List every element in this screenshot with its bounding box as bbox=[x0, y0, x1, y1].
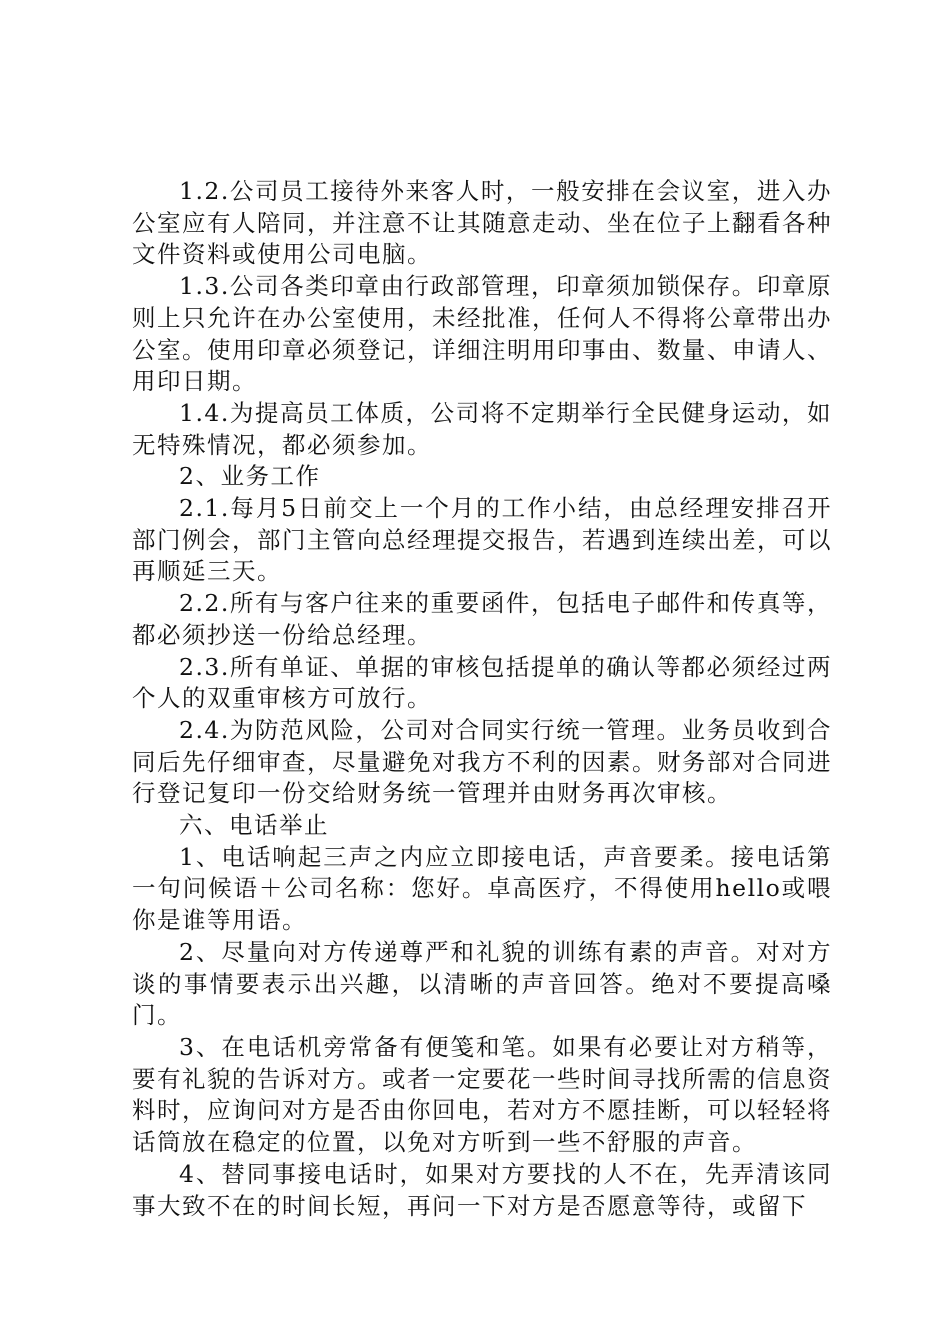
paragraph-2-4: 2.4.为防范风险，公司对合同实行统一管理。业务员收到合同后先仔细审查，尽量避免对我方不利的因素。财务部对合同进行登记复印一份交给财务统一管理并由财务再次审核。 bbox=[132, 715, 832, 808]
section-heading-business: 2、业务工作 bbox=[179, 462, 321, 491]
paragraph-2-1: 2.1.每月5日前交上一个月的工作小结，由总经理安排召开部门例会，部门主管向总经理提交报告，若遇到连续出差，可以再顺延三天。 bbox=[132, 494, 832, 586]
paragraph-phone-2: 2、尽量向对方传递尊严和礼貌的训练有素的声音。对对方谈的事情要表示出兴趣，以清晰的声音回答。绝对不要提高嗓门。 bbox=[132, 937, 832, 1030]
document-body bbox=[132, 176, 832, 1222]
section-heading-phone-etiquette: 六、电话举止 bbox=[179, 811, 329, 840]
paragraph-1-3: 1.3.公司各类印章由行政部管理，印章须加锁保存。印章原则上只允许在办公室使用，未经批准，任何人不得将公章带出办公室。使用印章必须登记，详细注明用印事由、数量、申请人、用印日期。 bbox=[132, 272, 832, 396]
paragraph-1-2: 1.2.公司员工接待外来客人时，一般安排在会议室，进入办公室应有人陪同，并注意不让其随意走动、坐在位子上翻看各种文件资料或使用公司电脑。 bbox=[132, 177, 832, 269]
paragraph-phone-4: 4、替同事接电话时，如果对方要找的人不在，先弄清该同事大致不在的时间长短，再问一下对方是否愿意等待，或留下 bbox=[132, 1159, 832, 1220]
paragraph-2-3: 2.3.所有单证、单据的审核包括提单的确认等都必须经过两个人的双重审核方可放行。 bbox=[132, 652, 832, 713]
paragraph-2-2: 2.2.所有与客户往来的重要函件，包括电子邮件和传真等，都必须抄送一份给总经理。 bbox=[132, 589, 832, 649]
paragraph-phone-3: 3、在电话机旁常备有便笺和笔。如果有必要让对方稍等，要有礼貌的告诉对方。或者一定要花一些时间寻找所需的信息资料时，应询问对方是否由你回电，若对方不愿挂断，可以轻轻将话筒放在稳定的位置，以免对方听到一些不舒服的声音。 bbox=[132, 1032, 832, 1157]
paragraph-1-4: 1.4.为提高员工体质，公司将不定期举行全民健身运动，如无特殊情况，都必须参加。 bbox=[132, 398, 832, 459]
paragraph-phone-1: 1、电话响起三声之内应立即接电话，声音要柔。接电话第一句问候语＋公司名称：您好。卓高医疗，不得使用hello或喂你是谁等用语。 bbox=[132, 842, 832, 935]
